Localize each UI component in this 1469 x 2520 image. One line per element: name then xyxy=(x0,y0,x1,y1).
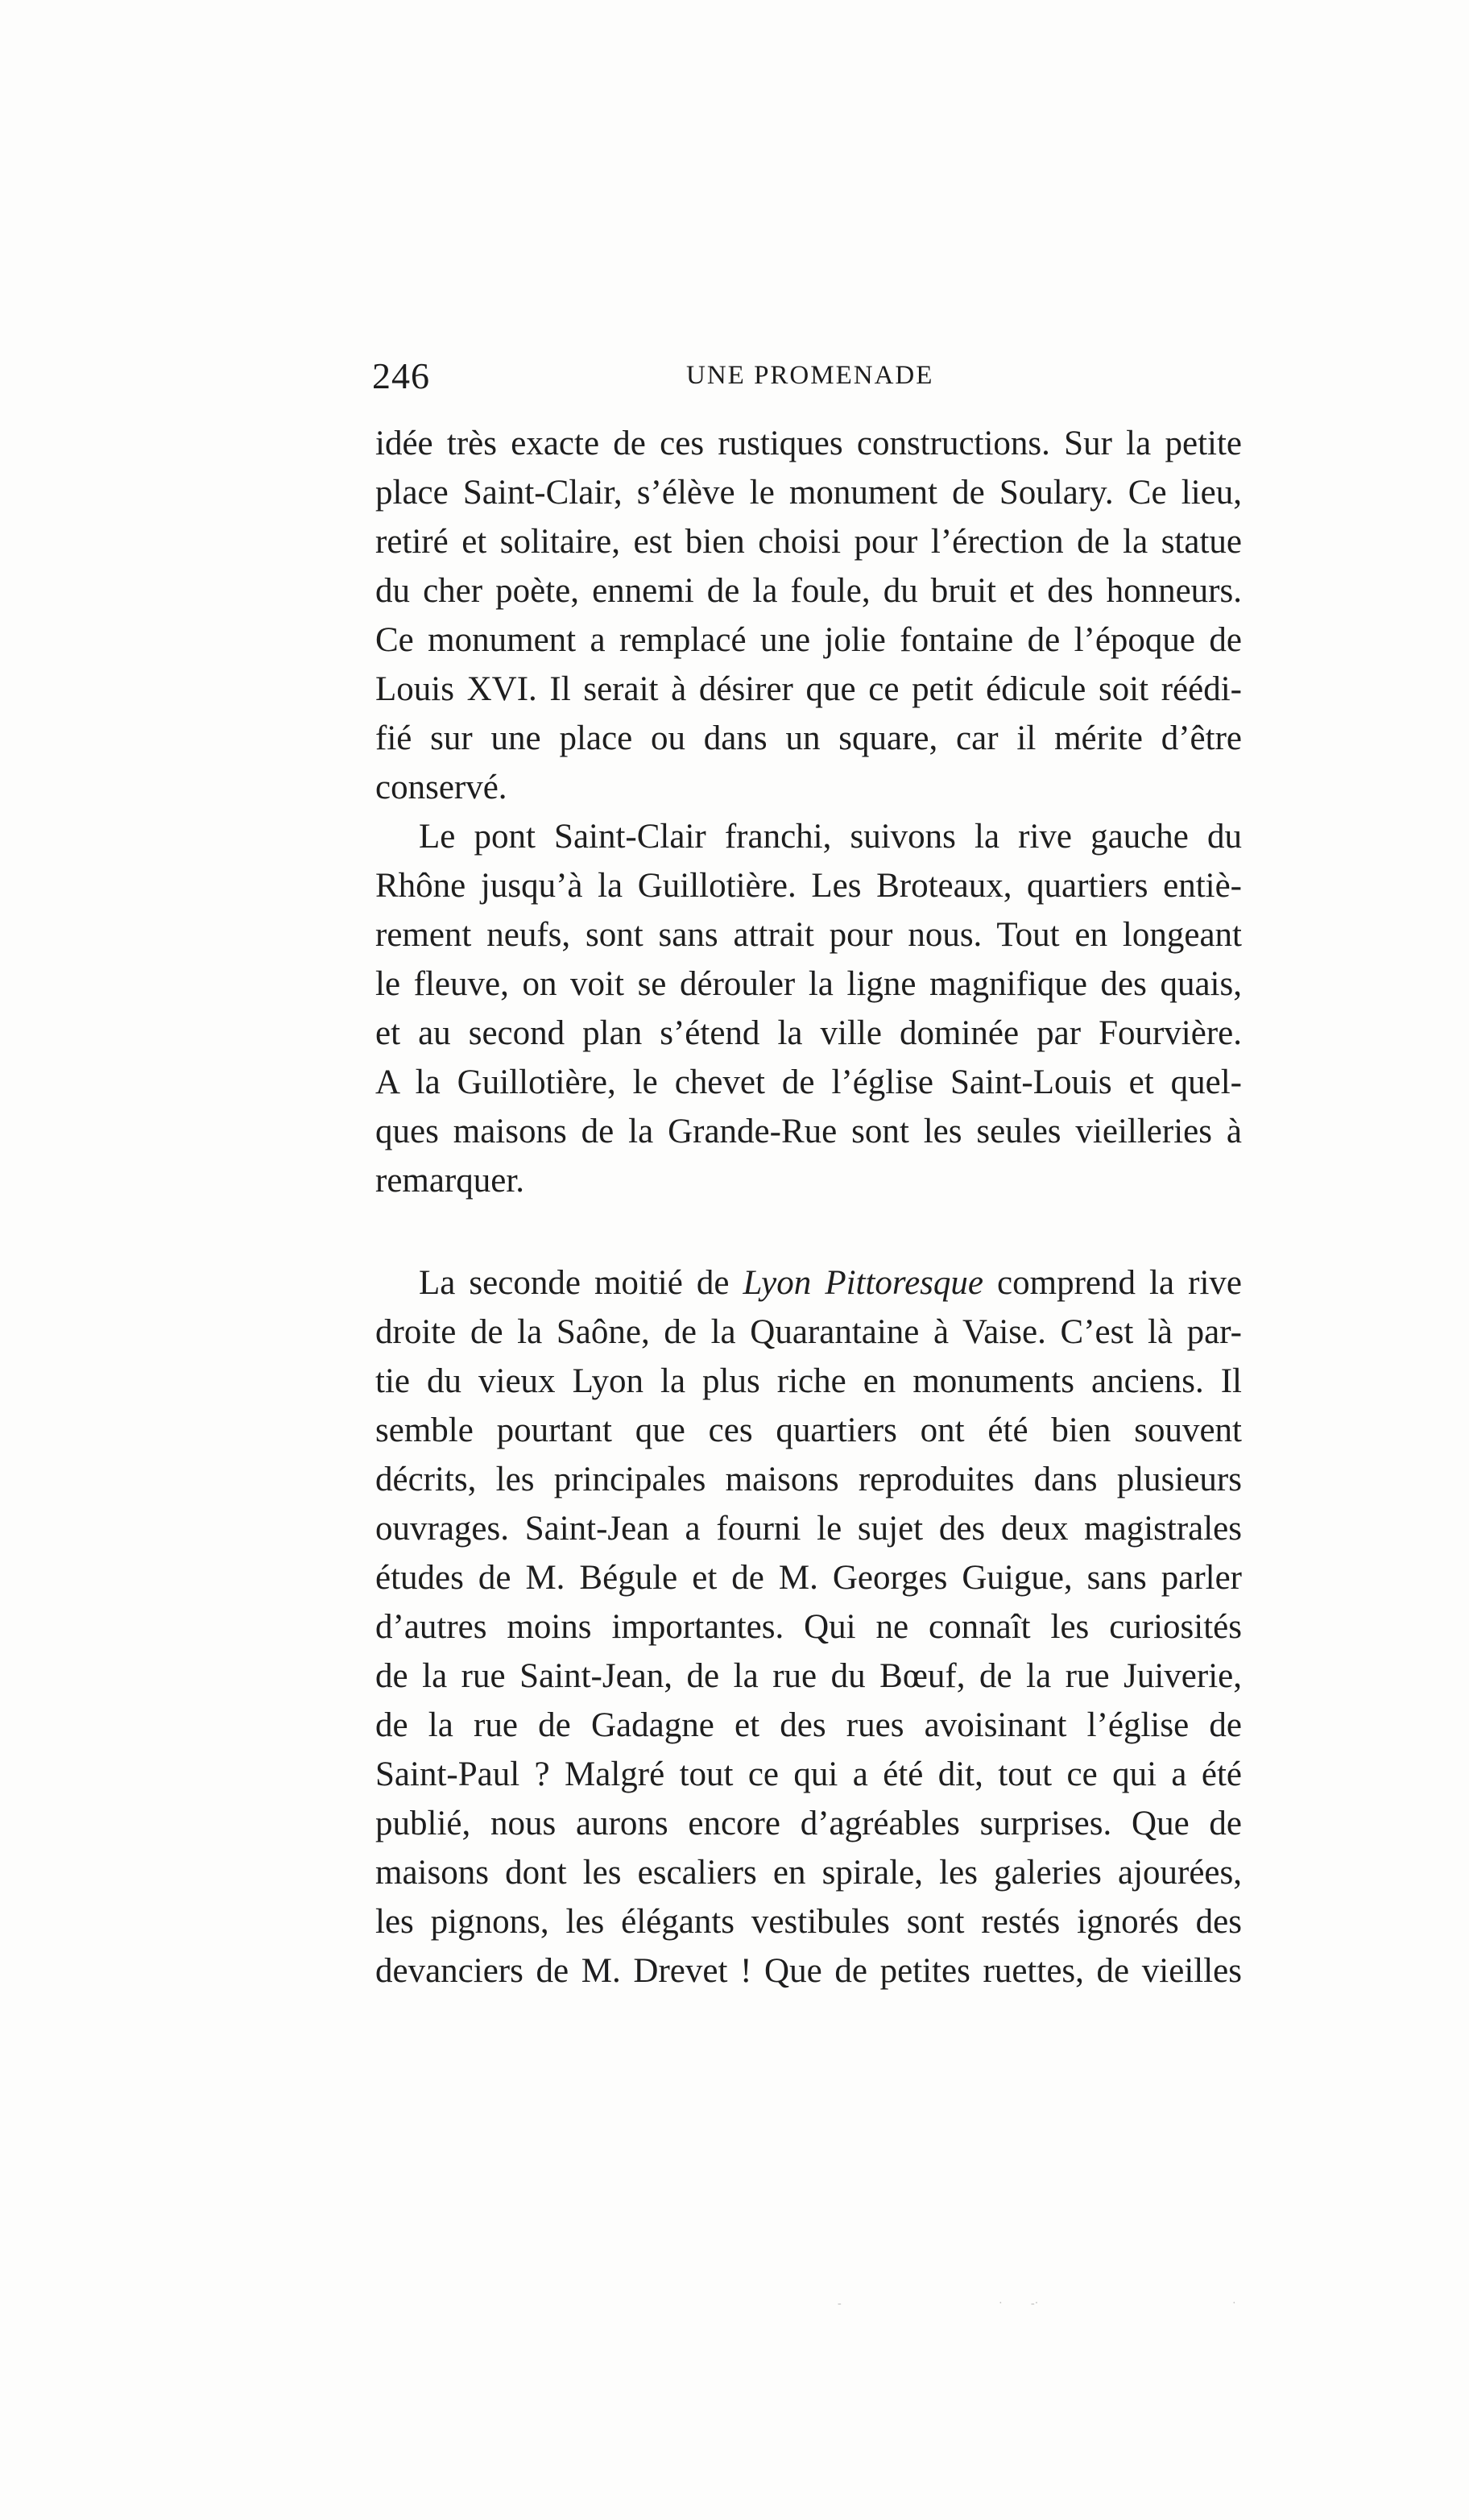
section-break xyxy=(375,1205,1242,1258)
paragraph-pont-saint-clair xyxy=(375,812,1242,1205)
text-line: retiré et solitaire, est bien choisi pour l’érection de la statue xyxy=(375,523,1242,561)
text-line: du cher poète, ennemi de la foule, du bruit et des honneurs. xyxy=(375,572,1242,610)
text-line: conservé. xyxy=(375,769,507,806)
text-line: et au second plan s’étend la ville dominée par Fourvière. xyxy=(375,1014,1242,1052)
text-line: d’autres moins importantes. Qui ne connaît les curiosités xyxy=(375,1608,1242,1646)
text-line: Saint-Paul ? Malgré tout ce qui a été dit, tout ce qui a été xyxy=(375,1755,1242,1793)
text-line: semble pourtant que ces quartiers ont été bien souvent xyxy=(375,1411,1242,1449)
text-line: ouvrages. Saint-Jean a fourni le sujet des deux magistrales xyxy=(375,1510,1242,1548)
paragraph-soulary-monument xyxy=(375,419,1242,812)
body-text xyxy=(375,419,1242,1996)
running-title: UNE PROMENADE xyxy=(686,361,934,390)
text-line: Ce monument a remplacé une jolie fontaine de l’époque de xyxy=(375,621,1242,659)
text-line: Rhône jusqu’à la Guillotière. Les Broteaux, quartiers entiè- xyxy=(375,867,1242,905)
text-segment: comprend la rive xyxy=(983,1264,1242,1302)
text-line: études de M. Bégule et de M. Georges Guigue, sans parler xyxy=(375,1559,1242,1597)
paragraph-lyon-pittoresque xyxy=(375,1258,1242,1996)
text-line: tie du vieux Lyon la plus riche en monuments anciens. Il xyxy=(375,1362,1242,1400)
text-segment: La seconde moitié de xyxy=(419,1264,743,1302)
text-line: publié, nous aurons encore d’agréables surprises. Que de xyxy=(375,1805,1242,1842)
text-line: de la rue Saint-Jean, de la rue du Bœuf, de la rue Juiverie, xyxy=(375,1657,1242,1695)
text-line: de la rue de Gadagne et des rues avoisinant l’église de xyxy=(375,1706,1242,1744)
text-line: place Saint-Clair, s’élève le monument de Soulary. Ce lieu, xyxy=(375,474,1242,512)
page-header xyxy=(372,354,1242,403)
text-line: décrits, les principales maisons reproduites dans plusieurs xyxy=(375,1461,1242,1498)
text-line xyxy=(375,1258,1242,1308)
text-line: le fleuve, on voit se dérouler la ligne magnifique des quais, xyxy=(375,965,1242,1003)
book-title: Lyon Pittoresque xyxy=(743,1264,983,1302)
text-line: Louis XVI. Il serait à désirer que ce petit édicule soit réédi- xyxy=(375,670,1242,708)
text-line: devanciers de M. Drevet ! Que de petites ruettes, de vieilles xyxy=(375,1952,1242,1990)
text-line: Le pont Saint-Clair franchi, suivons la rive gauche du xyxy=(419,818,1242,856)
text-line: A la Guillotière, le chevet de l’église Saint-Louis et quel- xyxy=(375,1063,1242,1101)
text-line: remarquer. xyxy=(375,1162,525,1200)
text-line: fié sur une place ou dans un square, car il mérite d’être xyxy=(375,719,1242,757)
text-line: rement neufs, sont sans attrait pour nous. Tout en longeant xyxy=(375,916,1242,954)
paper-specks: - · -· · xyxy=(838,2298,1236,2310)
text-line: maisons dont les escaliers en spirale, les galeries ajourées, xyxy=(375,1854,1242,1892)
text-line: droite de la Saône, de la Quarantaine à Vaise. C’est là par- xyxy=(375,1313,1242,1351)
text-line: les pignons, les élégants vestibules sont restés ignorés des xyxy=(375,1903,1242,1941)
text-line: ques maisons de la Grande-Rue sont les seules vieilleries à xyxy=(375,1113,1242,1150)
text-line: idée très exacte de ces rustiques constructions. Sur la petite xyxy=(375,425,1242,462)
page-number: 246 xyxy=(372,355,430,396)
